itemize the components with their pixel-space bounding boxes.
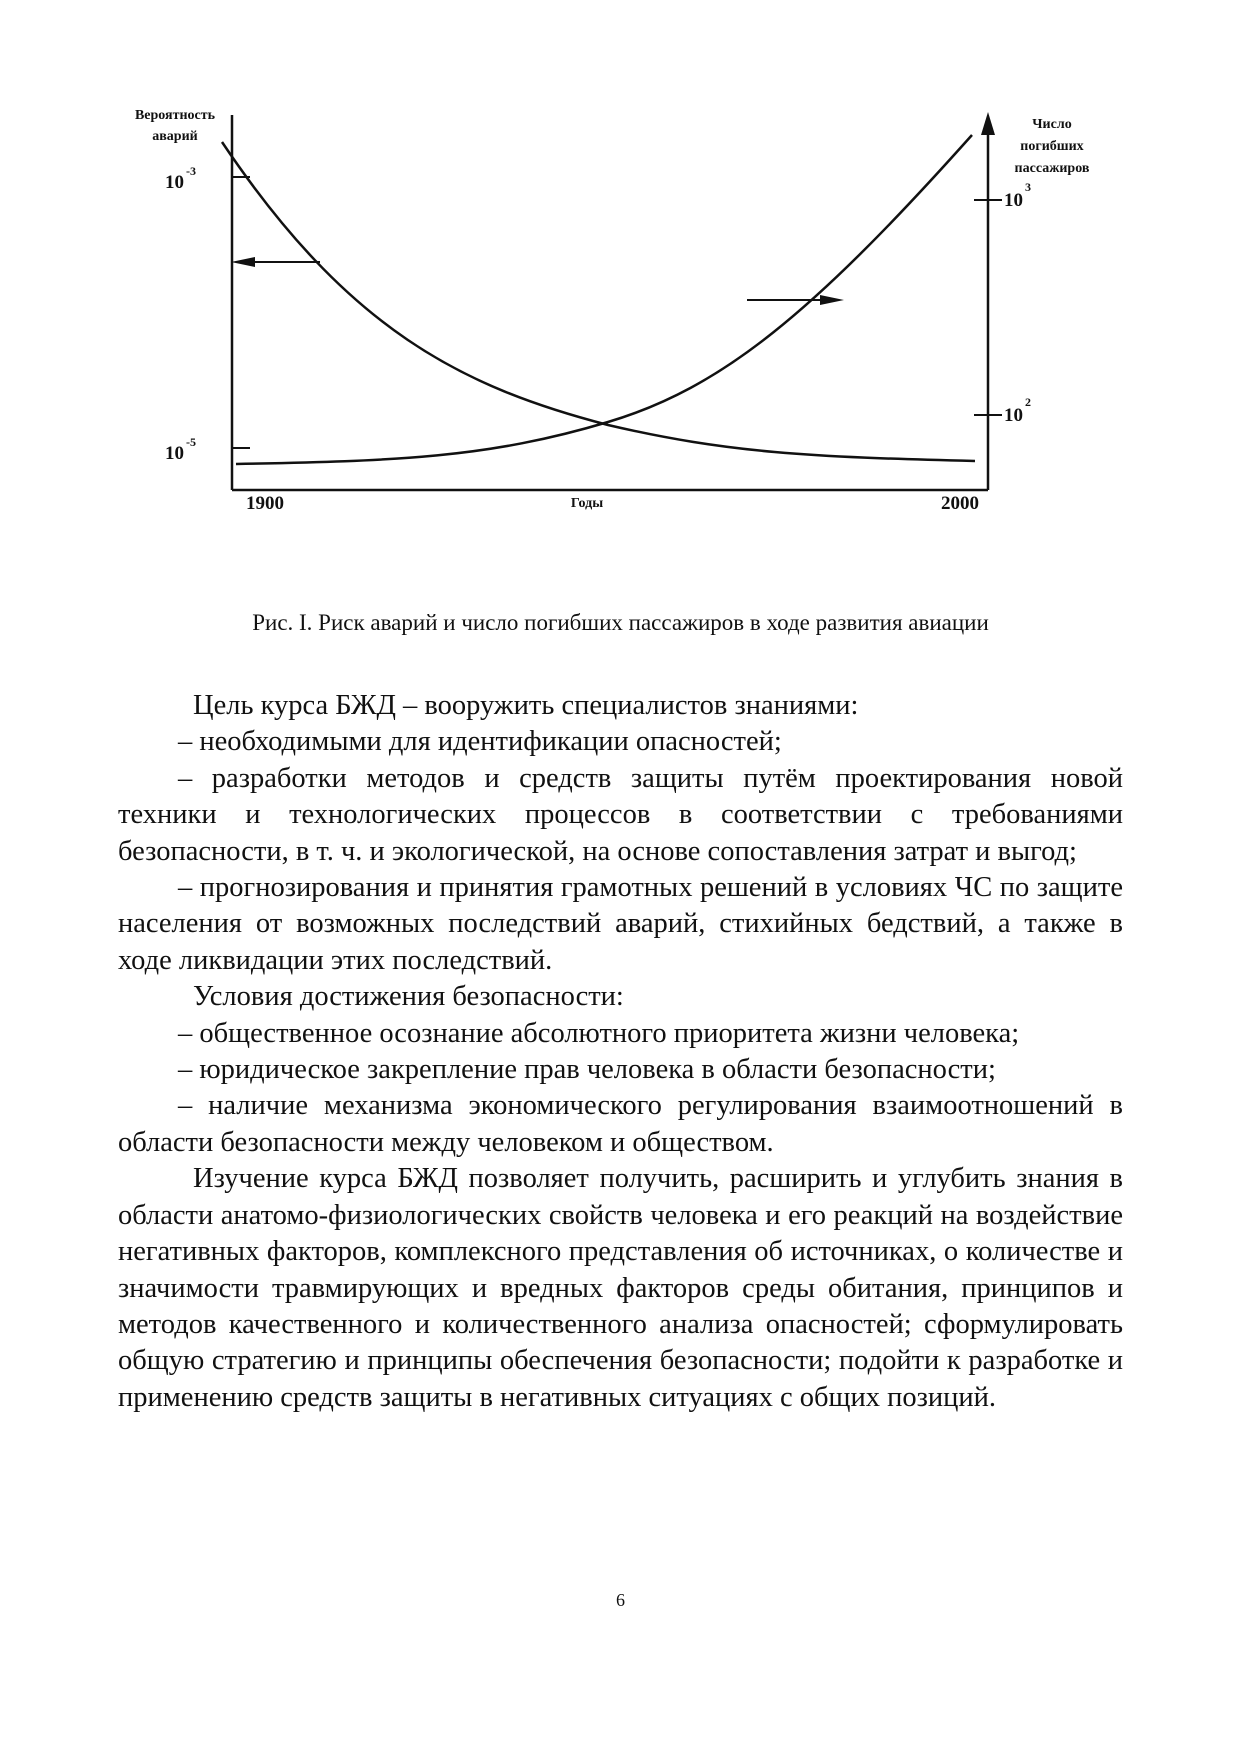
x-tick-1900: 1900 [246, 493, 284, 514]
left-tick-lower-base: 10 [165, 443, 184, 464]
list-item-identification: – необходимыми для идентификации опасностей; [178, 726, 782, 758]
right-axis-arrowhead [981, 112, 995, 135]
left-axis-label-line1: Вероятность [134, 108, 216, 123]
page-number: 6 [616, 1590, 625, 1610]
list-item-development: – разработки методов и средств защиты путём проектирования новой техники и технологических процессов в соответствии с требованиями безопасности, в т. ч. и экологической, на основе сопоставления затрат и выгод; [118, 762, 1123, 867]
list-item-forecasting: – прогнозирования и принятия грамотных решений в условиях ЧС по защите населения от возможных последствий аварий, стихийных бедствий, а также в ходе ликвидации этих последствий. [118, 872, 1123, 976]
paragraph-goal: Цель курса БЖД – вооружить специалистов знаниями: [193, 690, 859, 721]
right-axis-label-line2: погибших [1020, 139, 1084, 154]
list-item-legal: – юридическое закрепление прав человека в области безопасности; [178, 1054, 996, 1086]
body-text [118, 688, 1123, 1416]
right-tick-lower-exp: 2 [1025, 395, 1031, 409]
x-tick-2000: 2000 [941, 493, 979, 514]
left-tick-upper-exp: -3 [186, 164, 196, 178]
risk-chart-svg [110, 95, 1130, 590]
list-item-awareness: – общественное осознание абсолютного приоритета жизни человека; [178, 1017, 1020, 1049]
deaths-series-arrow-head [820, 295, 844, 305]
risk-chart [110, 95, 1130, 590]
left-tick-lower-exp: -5 [186, 435, 196, 449]
list-item-economic: – наличие механизма экономического регулирования взаимоотношений в области безопасности между человеком и обществом. [118, 1090, 1123, 1158]
left-tick-upper-base: 10 [165, 172, 184, 193]
passenger-deaths-curve [236, 135, 972, 464]
paragraph-conditions: Условия достижения безопасности: [193, 981, 624, 1013]
right-axis-label-line3: пассажиров [1014, 161, 1090, 176]
x-axis-title: Годы [570, 496, 604, 511]
left-axis-label-line2: аварий [152, 129, 198, 144]
right-tick-upper-exp: 3 [1025, 180, 1031, 194]
accident-probability-curve [222, 142, 975, 461]
right-tick-upper-base: 10 [1004, 190, 1023, 211]
right-axis-label-line1: Число [1032, 117, 1072, 132]
accident-series-arrow-head [231, 257, 255, 267]
right-tick-lower-base: 10 [1004, 405, 1023, 426]
paragraph-study: Изучение курса БЖД позволяет получить, расширить и углубить знания в области анатомо-физиологических свойств человека и его реакций на воздействие негативных факторов, комплексного представления об источниках, о количестве и значимости травмирующих и вредных факторов среды обитания, принципов и методов качественного и количественного анализа опасностей; сформулировать общую стратегию и принципы обеспечения безопасности; подойти к разработке и применению средств защиты в негативных ситуациях с общих позиций. [118, 1163, 1123, 1413]
figure-caption: Рис. I. Риск аварий и число погибших пассажиров в ходе развития авиации [252, 610, 989, 635]
